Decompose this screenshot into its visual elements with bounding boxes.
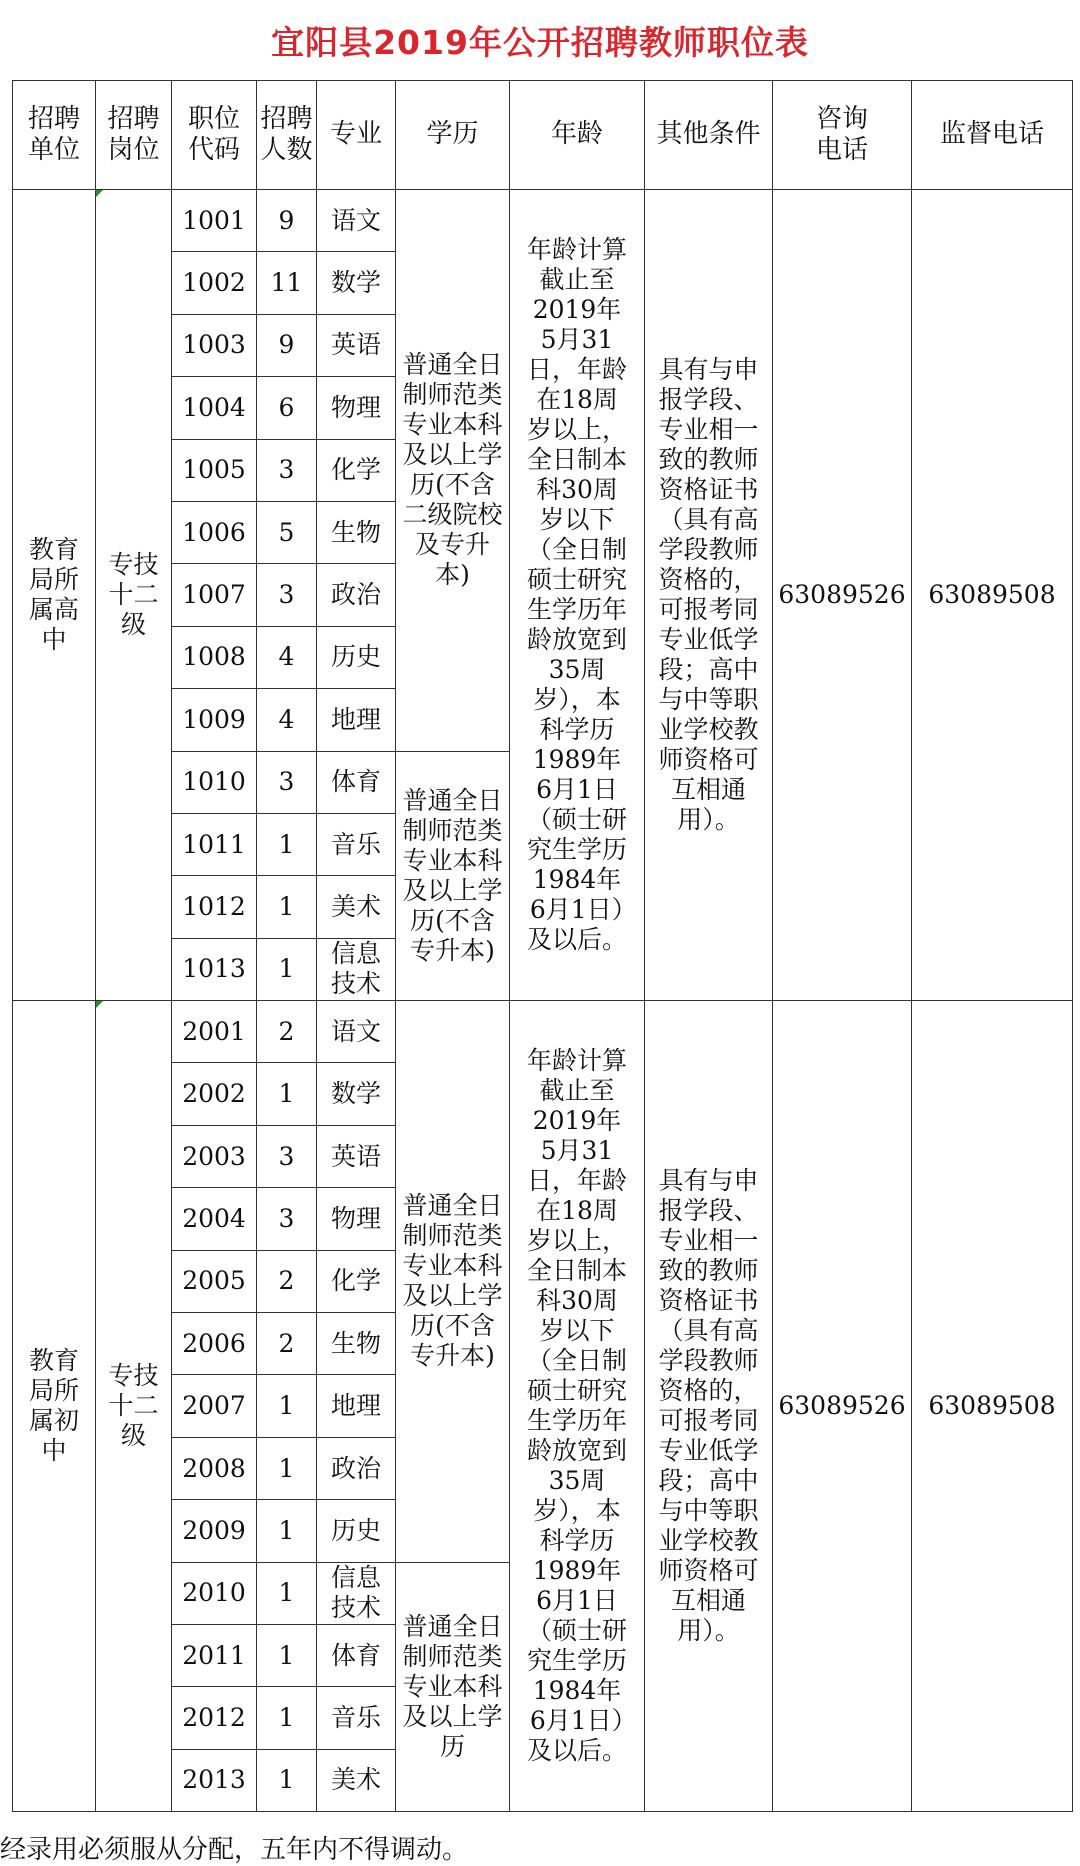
supervise-cell: 63089508 — [912, 1001, 1073, 1812]
header-age: 年龄 — [510, 81, 645, 190]
post-cell: 专技十二级 — [96, 190, 172, 1001]
positions-table — [12, 80, 1073, 1812]
code-cell: 1013 — [172, 938, 257, 1000]
education-cell: 普通全日制师范类专业本科及以上学历(不含专升本) — [396, 1001, 510, 1563]
major-cell: 体育 — [317, 1624, 396, 1686]
count-cell: 9 — [257, 190, 317, 252]
unit-cell: 教育局所属高中 — [13, 190, 96, 1001]
count-cell: 1 — [257, 1562, 317, 1624]
education-cell: 普通全日制师范类专业本科及以上学历(不含二级院校及专升本) — [396, 190, 510, 752]
major-cell: 历史 — [317, 626, 396, 688]
code-cell: 2011 — [172, 1624, 257, 1686]
header-row — [13, 81, 1073, 190]
count-cell: 1 — [257, 1375, 317, 1437]
major-cell: 化学 — [317, 1250, 396, 1312]
count-cell: 1 — [257, 1063, 317, 1125]
major-cell: 化学 — [317, 439, 396, 501]
unit-cell: 教育局所属初中 — [13, 1001, 96, 1812]
count-cell: 1 — [257, 1624, 317, 1686]
major-cell: 物理 — [317, 377, 396, 439]
major-cell: 地理 — [317, 1375, 396, 1437]
code-cell: 2012 — [172, 1687, 257, 1749]
count-cell: 4 — [257, 626, 317, 688]
code-cell: 2003 — [172, 1125, 257, 1187]
post-cell: 专技十二级 — [96, 1001, 172, 1812]
age-cell: 年龄计算截止至2019年5月31日，年龄在18周岁以上，全日制本科30周岁以下（全日制硕士研究生学历年龄放宽到35周岁），本科学历1989年6月1日（硕士研究生学历1984年6月1日）及以后。 — [510, 1001, 645, 1812]
major-cell: 信息技术 — [317, 938, 396, 1000]
major-cell: 物理 — [317, 1188, 396, 1250]
code-cell: 1012 — [172, 876, 257, 938]
header-other: 其他条件 — [645, 81, 773, 190]
table-row — [13, 1001, 1073, 1063]
count-cell: 3 — [257, 751, 317, 813]
major-cell: 生物 — [317, 501, 396, 563]
code-cell: 2004 — [172, 1188, 257, 1250]
major-cell: 信息技术 — [317, 1562, 396, 1624]
code-cell: 1002 — [172, 252, 257, 314]
supervise-cell: 63089508 — [912, 190, 1073, 1001]
code-cell: 2009 — [172, 1500, 257, 1562]
count-cell: 3 — [257, 1188, 317, 1250]
code-cell: 1011 — [172, 813, 257, 875]
count-cell: 6 — [257, 377, 317, 439]
major-cell: 美术 — [317, 876, 396, 938]
count-cell: 2 — [257, 1313, 317, 1375]
education-cell: 普通全日制师范类专业本科及以上学历 — [396, 1562, 510, 1812]
major-cell: 英语 — [317, 314, 396, 376]
major-cell: 语文 — [317, 190, 396, 252]
count-cell: 1 — [257, 1749, 317, 1811]
header-supervise: 监督电话 — [912, 81, 1073, 190]
code-cell: 1007 — [172, 564, 257, 626]
major-cell: 语文 — [317, 1001, 396, 1063]
major-cell: 政治 — [317, 564, 396, 626]
major-cell: 数学 — [317, 1063, 396, 1125]
code-cell: 1006 — [172, 501, 257, 563]
code-cell: 1010 — [172, 751, 257, 813]
major-cell: 数学 — [317, 252, 396, 314]
major-cell: 英语 — [317, 1125, 396, 1187]
code-cell: 1009 — [172, 689, 257, 751]
code-cell: 2007 — [172, 1375, 257, 1437]
code-cell: 2008 — [172, 1437, 257, 1499]
count-cell: 11 — [257, 252, 317, 314]
count-cell: 9 — [257, 314, 317, 376]
code-cell: 1001 — [172, 190, 257, 252]
header-unit: 招聘单位 — [13, 81, 96, 190]
major-cell: 生物 — [317, 1313, 396, 1375]
major-cell: 历史 — [317, 1500, 396, 1562]
header-education: 学历 — [396, 81, 510, 190]
count-cell: 1 — [257, 938, 317, 1000]
code-cell: 2013 — [172, 1749, 257, 1811]
code-cell: 1004 — [172, 377, 257, 439]
count-cell: 1 — [257, 1687, 317, 1749]
header-post: 招聘岗位 — [96, 81, 172, 190]
count-cell: 1 — [257, 813, 317, 875]
header-major: 专业 — [317, 81, 396, 190]
code-cell: 2005 — [172, 1250, 257, 1312]
major-cell: 音乐 — [317, 813, 396, 875]
major-cell: 地理 — [317, 689, 396, 751]
major-cell: 政治 — [317, 1437, 396, 1499]
header-code: 职位代码 — [172, 81, 257, 190]
count-cell: 1 — [257, 1500, 317, 1562]
table-row — [13, 190, 1073, 252]
code-cell: 1005 — [172, 439, 257, 501]
count-cell: 4 — [257, 689, 317, 751]
page-title: 宜阳县2019年公开招聘教师职位表 — [271, 22, 809, 62]
header-count: 招聘人数 — [257, 81, 317, 190]
code-cell: 2001 — [172, 1001, 257, 1063]
count-cell: 2 — [257, 1250, 317, 1312]
code-cell: 1008 — [172, 626, 257, 688]
education-cell: 普通全日制师范类专业本科及以上学历(不含专升本) — [396, 751, 510, 1001]
header-consult: 咨询电话 — [773, 81, 912, 190]
count-cell: 1 — [257, 876, 317, 938]
consult-cell: 63089526 — [773, 190, 912, 1001]
major-cell: 美术 — [317, 1749, 396, 1811]
major-cell: 体育 — [317, 751, 396, 813]
major-cell: 音乐 — [317, 1687, 396, 1749]
count-cell: 3 — [257, 1125, 317, 1187]
code-cell: 1003 — [172, 314, 257, 376]
consult-cell: 63089526 — [773, 1001, 912, 1812]
code-cell: 2006 — [172, 1313, 257, 1375]
count-cell: 3 — [257, 439, 317, 501]
count-cell: 3 — [257, 564, 317, 626]
other-cell: 具有与申报学段、专业相一致的教师资格证书（具有高学段教师资格的，可报考同专业低学段；高中与中等职业学校教师资格可互相通用）。 — [645, 190, 773, 1001]
count-cell: 2 — [257, 1001, 317, 1063]
footer-note: 经录用必须服从分配，五年内不得调动。 — [0, 1835, 469, 1865]
count-cell: 1 — [257, 1437, 317, 1499]
code-cell: 2010 — [172, 1562, 257, 1624]
count-cell: 5 — [257, 501, 317, 563]
other-cell: 具有与申报学段、专业相一致的教师资格证书（具有高学段教师资格的，可报考同专业低学段；高中与中等职业学校教师资格可互相通用）。 — [645, 1001, 773, 1812]
code-cell: 2002 — [172, 1063, 257, 1125]
age-cell: 年龄计算截止至2019年5月31日，年龄在18周岁以上，全日制本科30周岁以下（全日制硕士研究生学历年龄放宽到35周岁），本科学历1989年6月1日（硕士研究生学历1984年6月1日）及以后。 — [510, 190, 645, 1001]
